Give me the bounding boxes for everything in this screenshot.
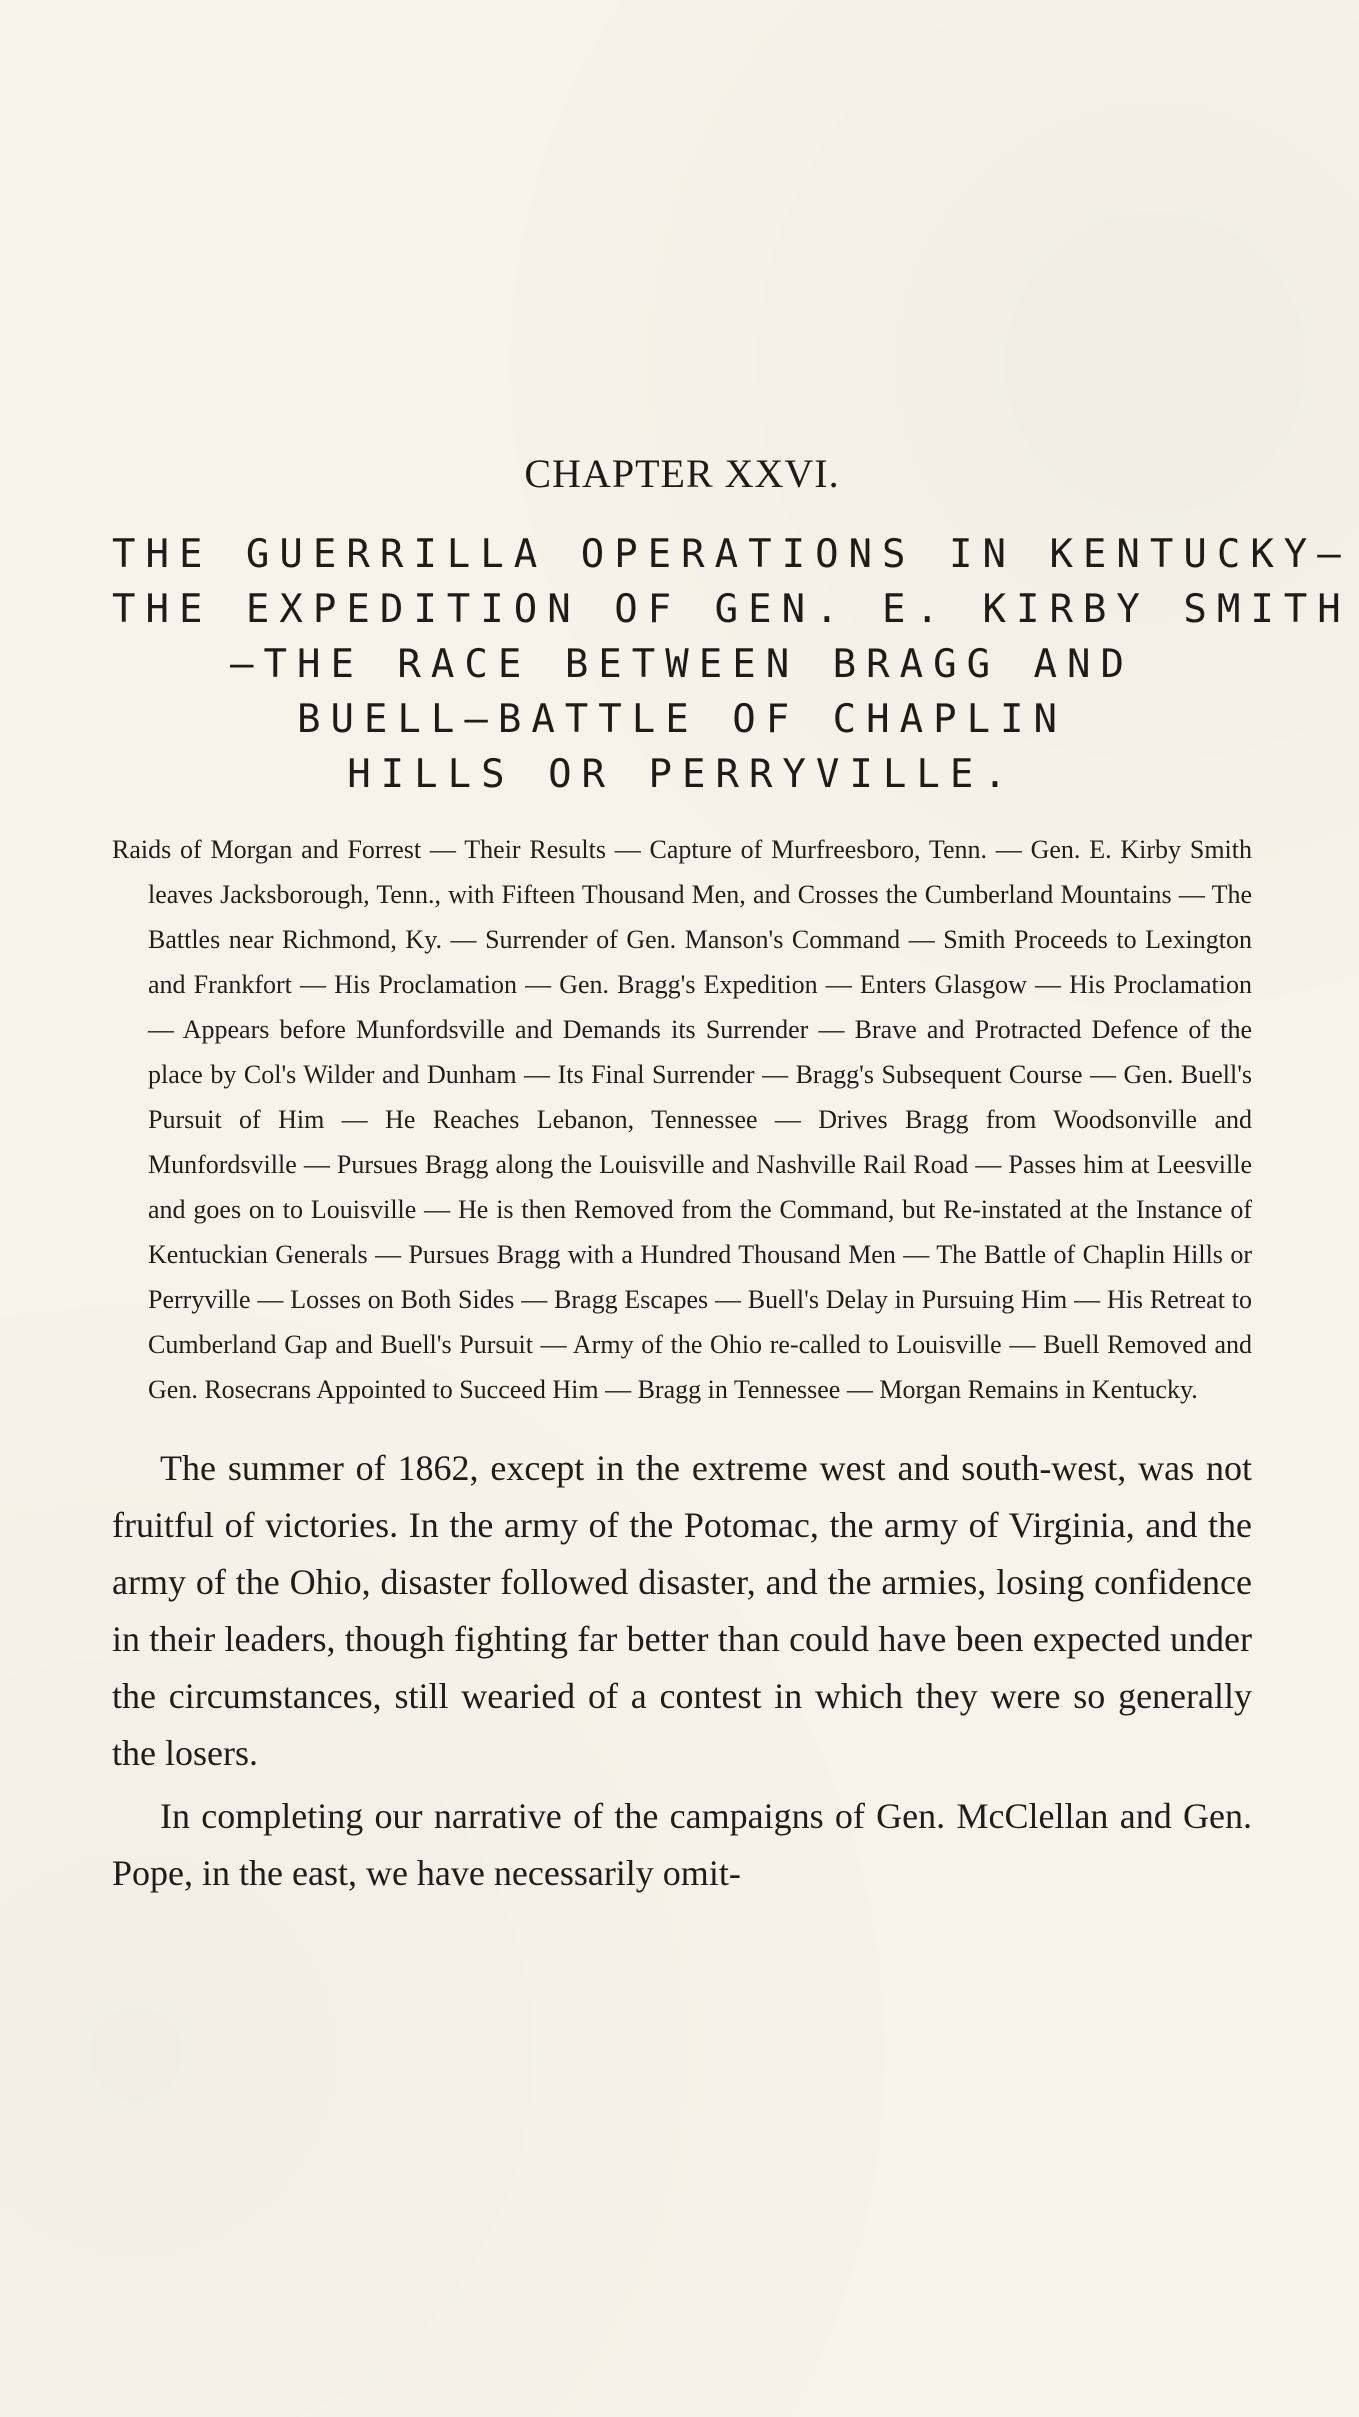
chapter-title: CHAPTER XXVI. <box>524 451 840 496</box>
chapter-summary: Raids of Morgan and Forrest — Their Results — Capture of Murfreesboro, Tenn. — Gen. E. Kirby Smith leaves Jacksborough, Tenn., with Fifteen Thousand Men, and Crosses the Cumberland Mountains — The Battles near Richmond, Ky. — Surrender of Gen. Manson's Command — Smith Proceeds to Lexington and Frankfort — His Proclamation — Gen. Bragg's Expedition — Enters Glasgow — His Proclamation — Appears before Munfordsville and Demands its Surrender — Brave and Protracted Defence of the place by Col's Wilder and Dunham — Its Final Surrender — Bragg's Subsequent Course — Gen. Buell's Pursuit of Him — He Reaches Lebanon, Tennessee — Drives Bragg from Woodsonville and Munfordsville — Pursues Bragg along the Louisville and Nashville Rail Road — Passes him at Leesville and goes on to Louisville — He is then Removed from the Command, but Re-instated at the Instance of Kentuckian Generals — Pursues Bragg with a Hundred Thousand Men — The Battle of Chaplin Hills or Perryville — Losses on Both Sides — Bragg Escapes — Buell's Delay in Pursuing Him — His Retreat to Cumberland Gap and Buell's Pursuit — Army of the Ohio re-called to Louisville — Buell Removed and Gen. Rosecrans Appointed to Succeed Him — Bragg in Tennessee — Morgan Remains in Kentucky. <box>112 835 1252 1404</box>
headline-line-1: THE GUERRILLA OPERATIONS IN KENTUCKY— <box>112 532 1351 577</box>
body-paragraph: In completing our narrative of the campaigns of Gen. McClellan and Gen. Pope, in the east, we have necessarily omit- <box>112 1796 1252 1893</box>
headline-line-5: HILLS OR PERRYVILLE. <box>347 752 1017 797</box>
headline-line-2: THE EXPEDITION OF GEN. E. KIRBY SMITH <box>112 587 1351 632</box>
body-paragraph: The summer of 1862, except in the extreme west and south-west, was not fruitful of victories. In the army of the Potomac, the army of Virginia, and the army of the Ohio, disaster followed disaster, and the armies, losing confidence in their leaders, though fighting far better than could have been expected under the circumstances, still wearied of a contest in which they were so generally the losers. <box>112 1448 1252 1773</box>
headline-line-3: —THE RACE BETWEEN BRAGG AND <box>230 642 1134 687</box>
page-content <box>112 450 1351 1908</box>
headline-line-4: BUELL—BATTLE OF CHAPLIN <box>296 697 1068 742</box>
chapter-body <box>112 1440 1252 1902</box>
chapter-headline <box>112 527 1351 802</box>
